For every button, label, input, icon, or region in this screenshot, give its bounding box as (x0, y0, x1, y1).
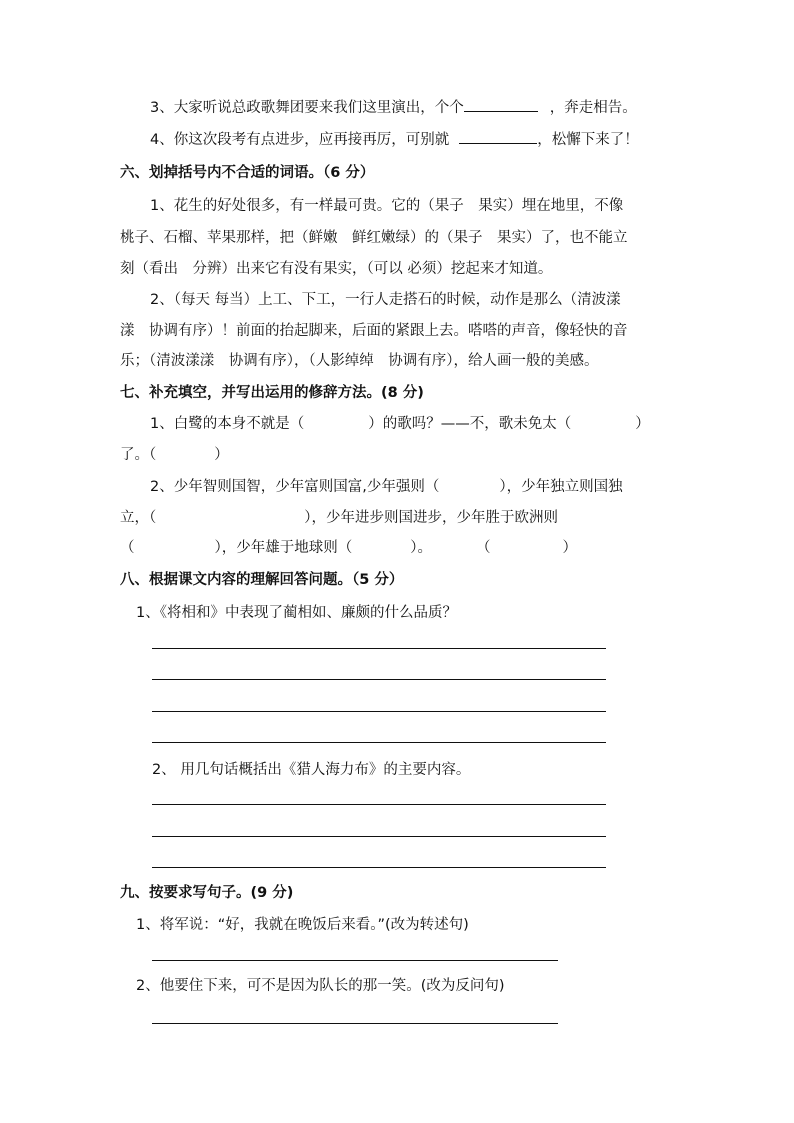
s8-q2-answer-line-2[interactable] (152, 836, 606, 837)
s8-q1-answer-line-3[interactable] (152, 711, 606, 712)
s7-q2-line2 (120, 508, 558, 528)
s7-q2-text-f: ），少年雄于地球则（ (214, 540, 353, 556)
s9-q1-answer-line[interactable] (152, 960, 558, 961)
s9-title: 九、按要求写句子。(9 分) (120, 885, 294, 901)
s8-q2-answer-line-3[interactable] (152, 867, 606, 868)
s5-q3-text-b: ，奔走相告。 (549, 100, 637, 116)
s6-p1-line3: 刻（看出 分辨）出来它有没有果实，（可以 必须）挖起来才知道。 (120, 261, 553, 277)
s5-q4-text-b: ，松懈下来了！ (537, 132, 639, 148)
s7-q2-text-b: ），少年独立则国独 (499, 479, 623, 495)
s8-q1-answer-line-4[interactable] (152, 742, 606, 743)
s7-q1-text-d: 了。（ (120, 447, 157, 463)
s5-q4-blank[interactable] (459, 128, 537, 144)
s6-p2-line2: 漾 协调有序）！前面的抬起脚来，后面的紧跟上去。嗒嗒的声音，像轻快的音 (120, 323, 628, 339)
s7-q2-text-a: 2、少年智则国智，少年富则国富,少年强则（ (150, 479, 440, 495)
s8-title: 八、根据课文内容的理解回答问题。（5 分） (120, 572, 404, 588)
s7-q2-line3 (120, 538, 577, 558)
s8-q1-answer-line-1[interactable] (152, 648, 606, 649)
s9-q2-answer-line[interactable] (152, 1023, 558, 1024)
s8-q1-answer-line-2[interactable] (152, 679, 606, 680)
s8-q2-answer-line-1[interactable] (152, 804, 606, 805)
s7-q2-text-d: ），少年进步则国进步，少年胜于欧洲则 (304, 510, 558, 526)
s5-q4-line (150, 128, 639, 150)
s6-p2-line3: 乐；（清波漾漾 协调有序），（人影绰绰 协调有序），给人画一般的美感。 (120, 353, 599, 369)
s9-q2: 2、他要住下来，可不是因为队长的那一笑。(改为反问句) (136, 978, 505, 994)
s7-q2-text-g: ）。 (410, 540, 432, 556)
s5-q3-line (150, 96, 637, 118)
s6-title: 六、划掉括号内不合适的词语。（6 分） (120, 165, 375, 181)
s8-q2: 2、 用几句话概括出《猎人海力布》的主要内容。 (152, 762, 471, 778)
s7-q1-text-c: ） (635, 416, 650, 432)
s7-q2-line1 (150, 477, 623, 497)
s6-p1-line1: 1、花生的好处很多，有一样最可贵。它的（果子 果实）埋在地里，不像 (150, 198, 624, 214)
s7-q2-text-i: ） (562, 540, 577, 556)
s5-q4-text-a: 4、你这次段考有点进步，应再接再厉，可别就 (150, 132, 450, 148)
s9-q1: 1、将军说：“好，我就在晚饭后来看。”(改为转述句) (136, 917, 469, 933)
s7-q1-line2 (120, 445, 229, 465)
s8-q1: 1、《将相和》中表现了蔺相如、廉颇的什么品质？ (136, 605, 457, 621)
s7-q2-text-h: （ (476, 540, 491, 556)
s7-title: 七、补充填空，并写出运用的修辞方法。(8 分) (120, 385, 424, 401)
s5-q3-text-a: 3、大家听说总政歌舞团要来我们这里演出，个个 (150, 100, 464, 116)
s7-q1-text-e: ） (214, 447, 229, 463)
s7-q2-text-e: （ (120, 540, 135, 556)
s6-p2-line1: 2、（每天 每当）上工、下工，一行人走搭石的时候，动作是那么（清波漾 (150, 292, 621, 308)
s7-q1-text-b: ）的歌吗？——不，歌未免太（ (368, 416, 572, 432)
s7-q1-text-a: 1、白鹭的本身不就是（ (150, 416, 305, 432)
s7-q1-line1 (150, 414, 650, 434)
s6-p1-line2: 桃子、石榴、苹果那样，把（鲜嫩 鲜红嫩绿）的（果子 果实）了，也不能立 (120, 230, 628, 246)
s5-q3-blank[interactable] (464, 96, 538, 112)
s7-q2-text-c: 立，（ (120, 510, 157, 526)
